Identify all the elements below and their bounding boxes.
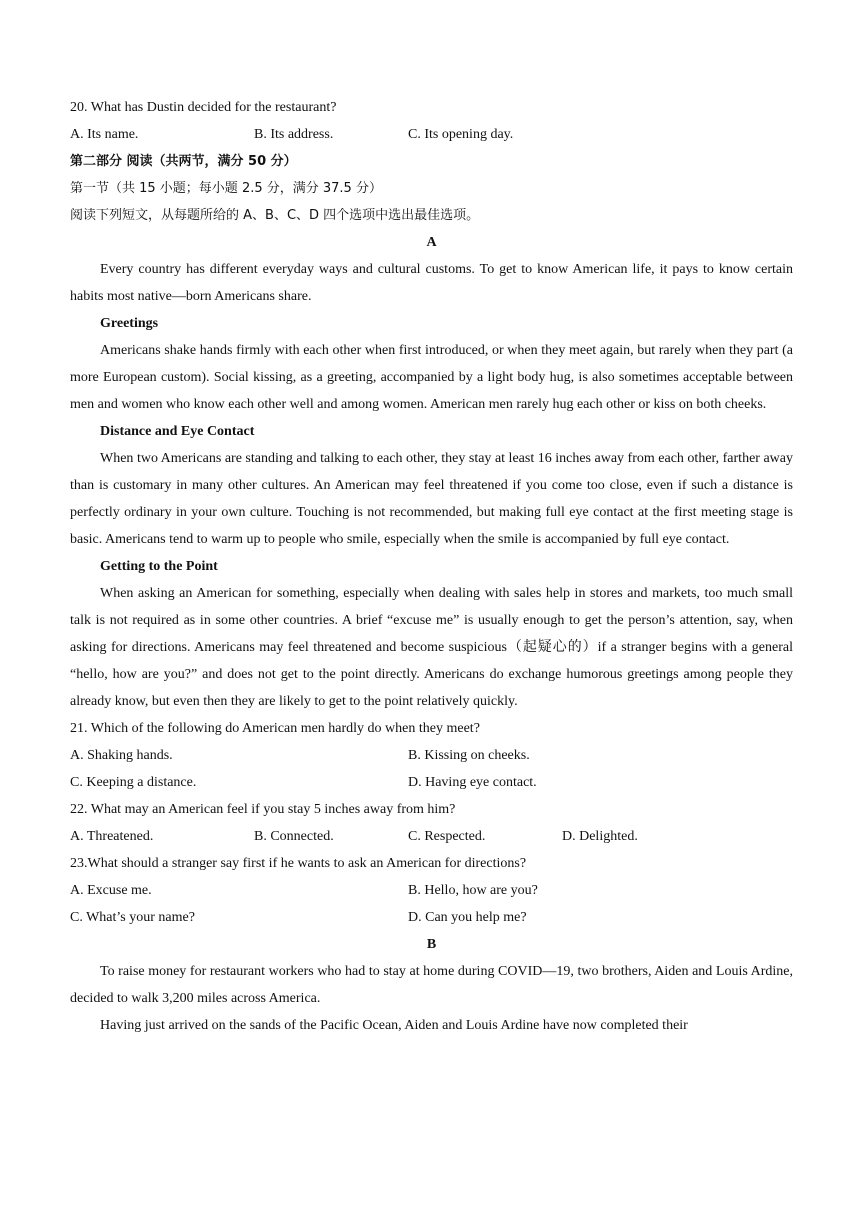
heading-greetings: Greetings [100,316,159,331]
heading-getting-to-point: Getting to the Point [100,559,218,574]
reading-instruction: 阅读下列短文，从每题所给的 A、B、C、D 四个选项中选出最佳选项。 [70,208,480,223]
passage-b-paragraph-2: Having just arrived on the sands of the Pacific Ocean, Aiden and Louis Ardine have now completed their [100,1018,688,1033]
question-23: 23.What should a stranger say first if he wants to ask an American for directions? [70,856,527,871]
question-22: 22. What may an American feel if you stay 5 inches away from him? [70,802,456,817]
question-21: 21. Which of the following do American men hardly do when they meet? [70,721,480,736]
heading-distance: Distance and Eye Contact [100,424,255,439]
option-a: A. Threatened. [70,829,154,844]
question-23-options-row1 [70,877,793,904]
option-c: C. Respected. [408,829,486,844]
exam-page [70,94,793,1039]
question-22-options [70,823,793,850]
question-23-options-row2 [70,904,793,931]
option-b: B. Kissing on cheeks. [408,748,530,763]
option-a: A. Its name. [70,127,139,142]
option-b: B. Its address. [254,127,334,142]
option-d: D. Having eye contact. [408,775,537,790]
option-b: B. Hello, how are you? [408,883,538,898]
paragraph-getting-to-point: When asking an American for something, especially when dealing with sales help in stores and markets, too much small talk is not required as in some other countries. A brief “excuse me” is usually enough to get the person’s attention, say, when asking for directions. Americans may feel threatened and become suspicious（起疑心的）if a stranger begins with a general “hello, how are you?” and does not get to the point directly. Americans do exchange humorous greetings among people they already know, but even then they are likely to get to the point relatively quickly. [70,586,793,709]
option-c: C. Its opening day. [408,127,514,142]
option-b: B. Connected. [254,829,334,844]
option-c: C. Keeping a distance. [70,775,197,790]
passage-b-label: B [426,937,437,952]
option-a: A. Excuse me. [70,883,152,898]
section-one-title: 第一节（共 15 小题；每小题 2.5 分，满分 37.5 分） [70,181,382,196]
question-21-options-row1 [70,742,793,769]
question-20: 20. What has Dustin decided for the restaurant? [70,100,337,115]
option-c: C. What’s your name? [70,910,195,925]
part-two-title: 第二部分 阅读（共两节，满分 50 分） [70,154,297,169]
paragraph-greetings: Americans shake hands firmly with each other when first introduced, or when they meet again, but rarely when they part (a more European custom). Social kissing, as a greeting, accompanied by a light body hug, is also sometimes acceptable between men and women who know each other well and among women. American men rarely hug each other or kiss on both cheeks. [70,343,793,412]
passage-a-label: A [426,235,437,250]
option-d: D. Delighted. [562,829,638,844]
option-d: D. Can you help me? [408,910,527,925]
paragraph-distance: When two Americans are standing and talking to each other, they stay at least 16 inches away from each other, farther away than is customary in many other cultures. An American may feel threatened if you come too close, even if such a distance is perfectly ordinary in your own culture. Touching is not recommended, but making full eye contact at the first meeting stage is basic. Americans tend to warm up to people who smile, especially when the smile is accompanied by full eye contact. [70,451,793,547]
question-20-options [70,121,793,148]
passage-a-intro: Every country has different everyday ways and cultural customs. To get to know American life, it pays to know certain habits most native—born Americans share. [70,262,793,304]
option-a: A. Shaking hands. [70,748,173,763]
question-21-options-row2 [70,769,793,796]
passage-b-paragraph-1: To raise money for restaurant workers who had to stay at home during COVID—19, two brothers, Aiden and Louis Ardine, decided to walk 3,200 miles across America. [70,964,793,1006]
